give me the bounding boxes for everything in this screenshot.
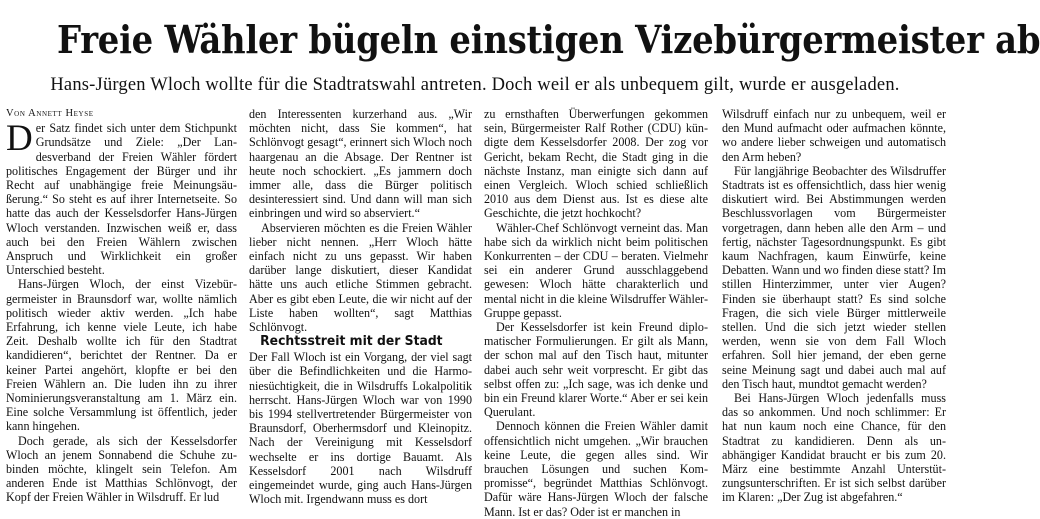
article-paragraph: zu ernsthaften Überwerfungen gekommen sein, Bürgermeister Ralf Rother (CDU) kündigte dem Kesselsdorfer 2008. Der zog vor Gericht, bekam Recht, die Stadt ging in die nächste Instanz, man einigte sich dann auf einen Vergleich. Wloch schied schließlich 2010 aus dem Dienst aus. Ist es diese alte Geschichte, die jetzt hochkocht? — [484, 107, 708, 221]
article-paragraph: den Interessenten kurzerhand aus. „Wir möchten nicht, dass Sie kommen“, hat Schlönvogt gesagt“, erinnert sich Wloch noch haargenau an die Absage. Der Rentner ist heute noch schockiert. „Es jammern doch immer alle, dass die Bürger politisch desinteressiert sind. Und dann will man sich einbringen und wird so abserviert.“ — [249, 107, 472, 221]
article-column-3 — [484, 107, 708, 519]
byline-text: Von Annett Heyse — [6, 108, 94, 119]
article-paragraph: Wilsdruff einfach nur zu unbequem, weil er den Mund aufmacht oder aufmachen könnte, wo andere lieber schweigen und automatisch den Arm heben? — [722, 107, 946, 164]
article-column-1 — [6, 107, 237, 505]
article-paragraph: Der Kesselsdorfer ist kein Freund diplomatischer Formulierungen. Er gilt als Mann, der schon mal auf den Tisch haut, mitunter dabei auch sehr weit vorprescht. Er gibt das selbst offen zu: „Ich sage, was ich denke und bin ein Freund klarer Worte.“ Aber er sei kein Querulant. — [484, 320, 708, 420]
byline — [6, 107, 237, 121]
section-heading: Rechtsstreit mit der Stadt — [260, 334, 443, 350]
article-headline: Freie Wähler bügeln einstigen Vizebürgermeister ab — [57, 18, 1040, 63]
article-subheadline: Hans-Jürgen Wloch wollte für die Stadtratswahl antreten. Doch weil er als unbequem gilt, wurde er ausgeladen. — [50, 75, 900, 95]
article-paragraph: Der Fall Wloch ist ein Vorgang, der viel sagt über die Befindlichkeiten und die Harmoniesüchtigkeit, die in Wilsdruffs Lokalpolitik herrscht. Hans-Jürgen Wloch war von 1990 bis 1994 stellvertretender Bürgermeister von Braunsdorf, Oberhermsdorf und Kleinopitz. Nach der Vereinigung mit Kesselsdorf wechselte er ins dortige Bauamt. Als Kesselsdorf 2001 nach Wilsdruff eingemeindet wurde, ging auch Hans-Jürgen Wloch mit. Irgendwann muss es dort — [249, 350, 472, 507]
drop-cap: D — [6, 118, 33, 160]
article-paragraph: Doch gerade, als sich der Kesselsdorfer Wloch an jenem Sonnabend die Schuhe zubinden möchte, klingelt sein Telefon. Am anderen Ende ist Matthias Schlönvogt, der Kopf der Freien Wähler in Wilsdruff. Er lud — [6, 433, 237, 505]
article-paragraph — [6, 118, 237, 278]
article-paragraph: Dennoch können die Freien Wähler damit offensichtlich nicht umgehen. „Wir brauchen keine Leute, die gegen alles sind. Wir brauchen Lösungen und suchen Kompromisse“, begründet Matthias Schlönvogt. Dafür wäre Hans-Jürgen Wloch der falsche Mann. Ist er das? Oder ist er manchen in — [484, 419, 708, 519]
article-paragraph: Bei Hans-Jürgen Wloch jedenfalls muss das so ankommen. Und noch schlimmer: Er hat nun kaum noch eine Chance, für den Stadtrat zu kandidieren. Denn als unabhängiger Kandidat braucht er bis zum 20. März eine bestimmte Anzahl Unterstützungsunterschriften. Er ist sich selbst darüber im Klaren: „Der Zug ist abgefahren.“ — [722, 391, 946, 505]
article-column-4 — [722, 107, 946, 505]
article-paragraph: Für langjährige Beobachter des Wilsdruffer Stadtrats ist es offensichtlich, dass hier wenig diskutiert wird. Bei Abstimmungen werden Beschlussvorlagen vom Bürgermeister vorgetragen, dann heben alle den Arm – und fertig, nächster Tagesordnungspunkt. Es gibt kaum Nachfragen, kaum Einwürfe, keine Debatten. Wann und wo finden diese statt? Im stillen Hinterzimmer, unter vier Augen? Finden sie überhaupt statt? Es sind solche Fragen, die sich viele Bürger mittlerweile stellen. Und die sich jetzt wieder stellen werden, wenn sie von dem Fall Wloch erfahren. Soll hier jemand, der eben gerne seine Meinung sagt und dabei auch mal auf den Tisch haut, mundtot gemacht werden? — [722, 163, 946, 391]
article-paragraph: Abservieren möchten es die Freien Wähler lieber nicht nennen. „Herr Wloch hätte einfach nicht zu uns gepasst. Wir haben darüber lange diskutiert, dieser Kandidat hätte uns auch etliche Stimmen gebracht. Aber es gibt eben Leute, die wir nicht auf der Liste haben wollten“, sagt Matthias Schlönvogt. — [249, 220, 472, 335]
paragraph-text: er Satz findet sich unter dem Stichpunkt Grundsätze und Ziele: „Der Landesverband der Freien Wähler fördert politisches Engagement der Bürger und ihr Recht auf unabhängige freie Meinungsäußerung.“ So steht es auf ihrer Internetseite. So hatte das auch der Kesselsdorfer Hans-Jürgen Wloch verstanden. Inzwischen weiß er, dass auch bei den Freien Wählern zwischen Anspruch und Wirklichkeit ein großer Unterschied besteht. — [6, 121, 237, 278]
article-paragraph: Hans-Jürgen Wloch, der einst Vizebürgermeister in Braunsdorf war, wollte nämlich politisch wieder aktiv werden. „Ich habe Erfahrung, ich kenne viele Leute, ich habe Zeit. Deshalb wollte ich für den Stadtrat kandidieren“, berichtet der Rentner. Da er keiner Partei angehört, klopfte er bei den Freien Wählern an. Die luden ihn zu ihrer Nominierungsveranstaltung am 1. März ein. Eine solche Versammlung ist öffentlich, jeder kann hingehen. — [6, 277, 237, 434]
article-paragraph: Wähler-Chef Schlönvogt verneint das. Man habe sich da wirklich nicht beim politischen Konkurrenten – der CDU – beraten. Vielmehr sei ein anderer Grund ausschlaggebend gewesen: Wloch hätte charakterlich und mental nicht in die kleine Wilsdruffer Wähler-Gruppe gepasst. — [484, 220, 708, 320]
article-column-2 — [249, 107, 472, 507]
